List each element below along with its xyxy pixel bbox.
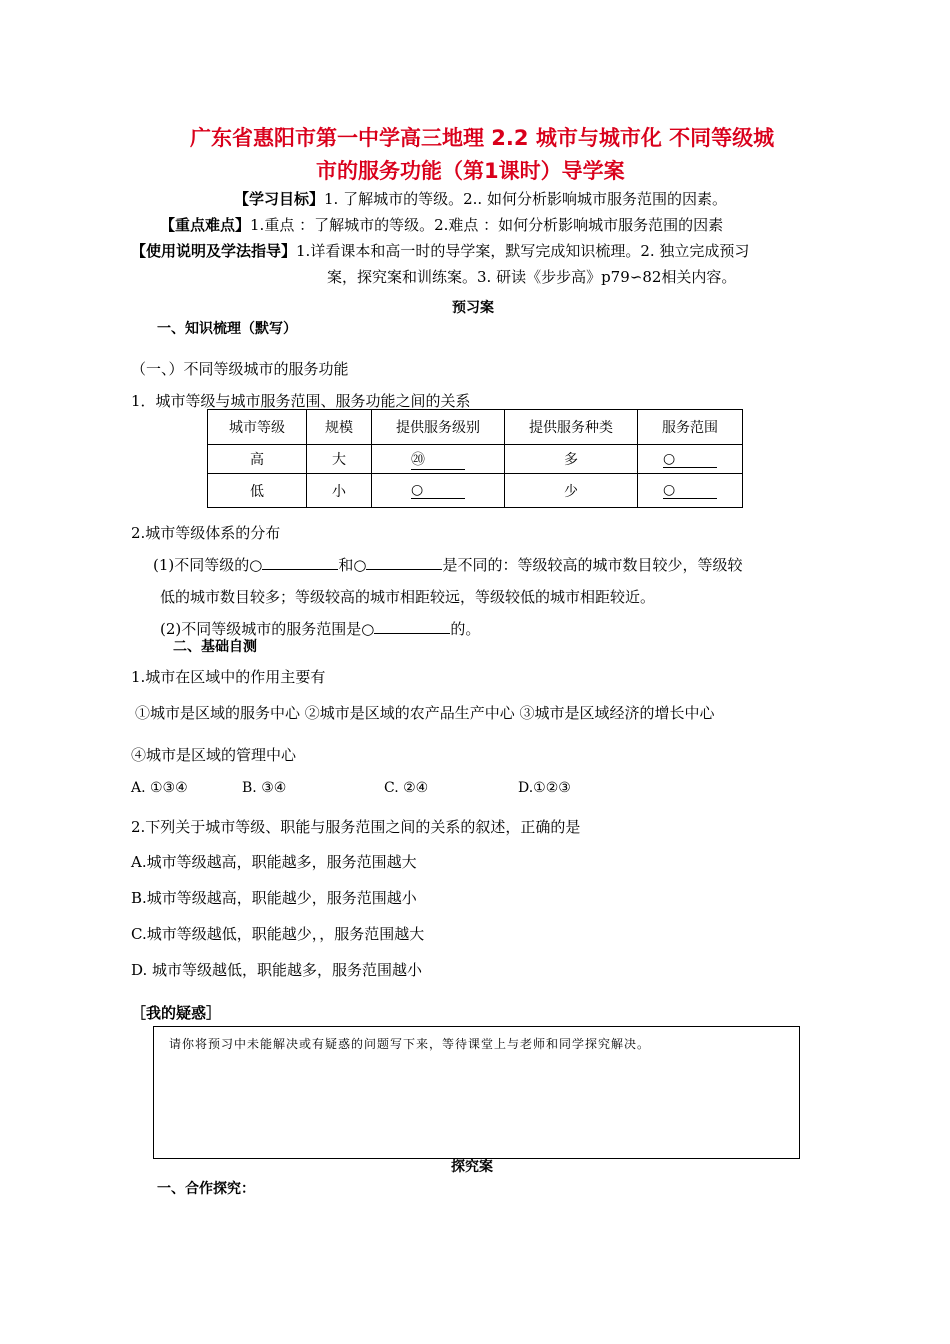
doubts-box[interactable] — [153, 1026, 800, 1159]
question-2-option-b: B.城市等级越高，职能越少，服务范围越小 — [131, 889, 417, 907]
question-1-option-4: ④城市是区域的管理中心 — [131, 746, 297, 764]
paragraph-2-part-b: 的。 — [450, 620, 481, 638]
question-1: 1.城市在区域中的作用主要有 — [131, 668, 326, 686]
paragraph-1 — [153, 554, 742, 575]
title-line-2: 市的服务功能（第1课时）导学案 — [316, 159, 625, 183]
question-1-options: ①城市是区域的服务中心 ②城市是区域的农产品生产中心 ③城市是区域经济的增长中心 — [135, 704, 715, 722]
choice-b: B. ③④ — [242, 780, 287, 796]
goals-text: 1. 了解城市的等级。2.. 如何分析影响城市服务范围的因素。 — [324, 190, 727, 208]
table-header-row — [208, 410, 743, 445]
key-label: 【重点难点】 — [160, 216, 251, 234]
table-row — [208, 445, 743, 474]
question-2-option-c: C.城市等级越低，职能越少，，服务范围越大 — [131, 925, 425, 943]
table-cell: 大 — [307, 445, 372, 474]
table-cell: 高 — [208, 445, 307, 474]
item-2: 2.城市等级体系的分布 — [131, 524, 281, 542]
blank-fill: ⑳ — [411, 449, 465, 470]
goals-label: 【学习目标】 — [234, 190, 325, 208]
table-header-cell: 提供服务级别 — [372, 410, 505, 445]
blank-fill: ○ — [663, 482, 717, 499]
usage-label: 【使用说明及学法指导】 — [131, 242, 297, 260]
city-level-table — [207, 409, 743, 508]
table-cell: 少 — [505, 474, 638, 508]
explore-heading: 探究案 — [451, 1159, 493, 1175]
cooperative-exploration-heading: 一、合作探究： — [157, 1181, 255, 1197]
selftest-heading: 二、基础自测 — [173, 639, 257, 655]
usage-instructions — [131, 240, 749, 261]
paragraph-2-part-a: (2)不同等级城市的服务范围是○ — [160, 620, 375, 638]
question-2-option-d: D. 城市等级越低，职能越多，服务范围越小 — [131, 961, 423, 979]
table-cell-blank — [638, 474, 743, 508]
title-line-1: 广东省惠阳市第一中学高三地理 2.2 城市与城市化 不同等级城 — [190, 126, 775, 150]
blank-fill: ○ — [411, 482, 465, 499]
question-2-option-a: A.城市等级越高，职能越多，服务范围越大 — [131, 853, 417, 871]
table-cell: 小 — [307, 474, 372, 508]
usage-text-1: 1.详看课本和高一时的导学案，默写完成知识梳理。2. 独立完成预习 — [296, 242, 750, 260]
subsection-1: （一、）不同等级城市的服务功能 — [131, 360, 349, 378]
paragraph-1-part-b: 和○ — [338, 556, 367, 574]
table-cell-blank — [638, 445, 743, 474]
paragraph-1-line-2: 低的城市数目较多；等级较高的城市相距较远，等级较低的城市相距较近。 — [160, 588, 656, 606]
table-header-cell: 城市等级 — [208, 410, 307, 445]
preview-heading: 预习案 — [452, 300, 494, 316]
knowledge-section-heading: 一、知识梳理（默写） — [157, 321, 297, 337]
table-header-cell: 规模 — [307, 410, 372, 445]
usage-text-2: 案，探究案和训练案。3. 研读《步步高》p79∽82相关内容。 — [327, 268, 737, 286]
table-cell-blank — [372, 474, 505, 508]
question-2: 2.下列关于城市等级、职能与服务范围之间的关系的叙述，正确的是 — [131, 818, 581, 836]
paragraph-1-part-c: 是不同的：等级较高的城市数目较少，等级较 — [442, 556, 743, 574]
item-1: 1．城市等级与城市服务范围、服务功能之间的关系 — [131, 392, 471, 410]
table-cell: 多 — [505, 445, 638, 474]
blank-fill: ○ — [663, 451, 717, 468]
choice-c: C. ②④ — [384, 780, 429, 796]
table-cell: 低 — [208, 474, 307, 508]
blank-line — [374, 621, 450, 634]
choice-a: A. ①③④ — [131, 780, 188, 796]
blank-line — [366, 557, 442, 570]
table-header-cell: 提供服务种类 — [505, 410, 638, 445]
doubts-label: ［我的疑惑］ — [131, 1004, 222, 1022]
doubts-instruction: 请你将预习中未能解决或有疑惑的问题写下来，等待课堂上与老师和同学探究解决。 — [169, 1037, 651, 1051]
key-text: 1.重点 ：了解城市的等级。2.难点 ：如何分析影响城市服务范围的因素 — [250, 216, 724, 234]
table-header-cell: 服务范围 — [638, 410, 743, 445]
paragraph-1-part-a: (1)不同等级的○ — [153, 556, 263, 574]
learning-goals — [234, 188, 727, 209]
table-cell-blank — [372, 445, 505, 474]
choice-d: D.①②③ — [518, 780, 571, 796]
blank-line — [262, 557, 338, 570]
key-points — [160, 214, 723, 235]
table-row — [208, 474, 743, 508]
